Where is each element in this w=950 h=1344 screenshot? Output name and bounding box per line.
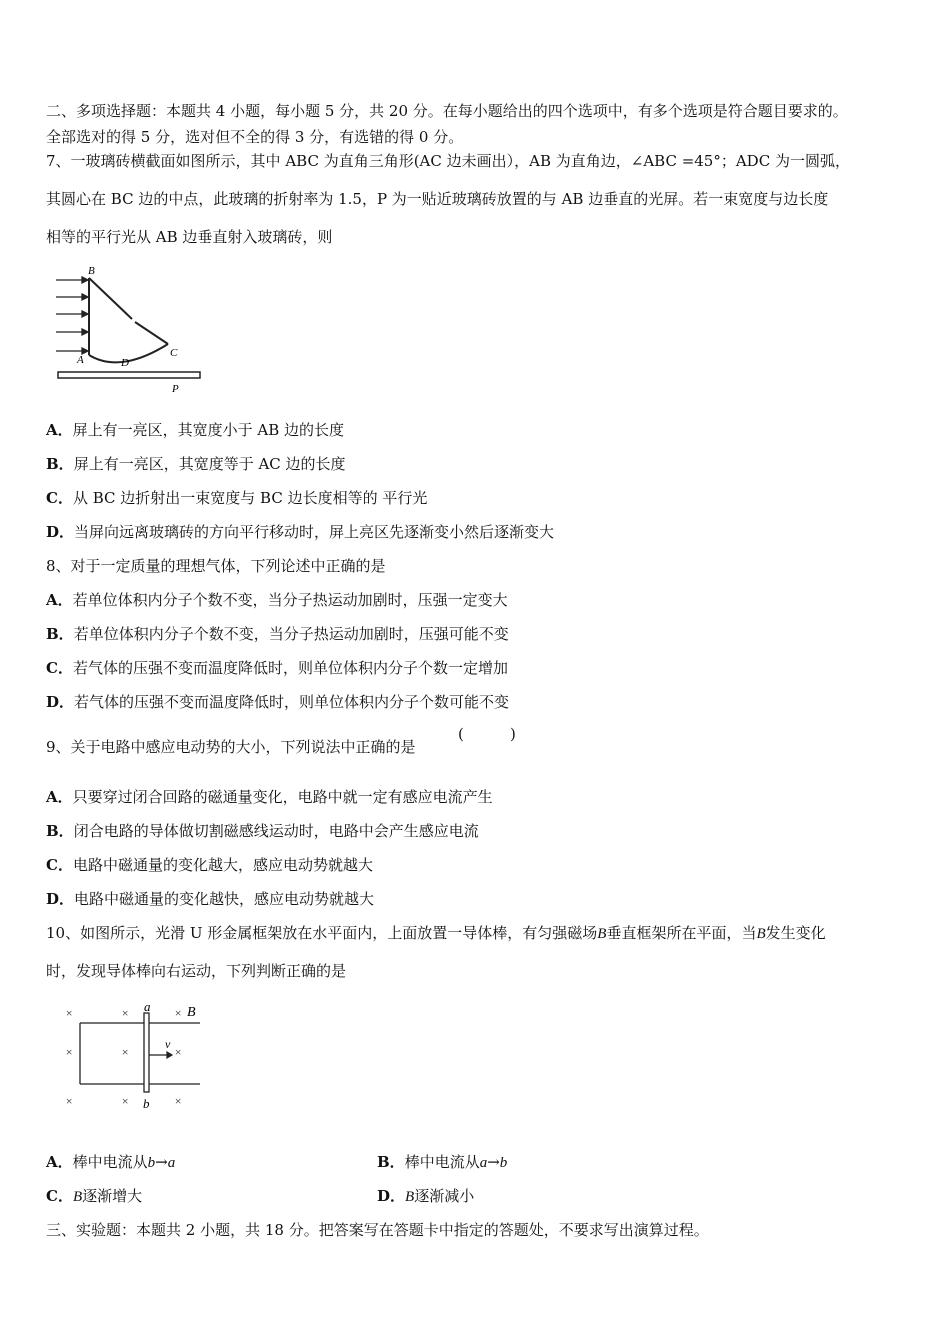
q10-stem-line2: 时，发现导体棒向右运动，下列判断正确的是: [46, 962, 347, 980]
svg-text:×: ×: [174, 1006, 183, 1020]
q8-option-c: C．若气体的压强不变而温度降低时，则单位体积内分子个数一定增加: [46, 659, 508, 677]
q9-option-b: B．闭合电路的导体做切割磁感线运动时，电路中会产生感应电流: [46, 822, 479, 840]
svg-text:×: ×: [65, 1006, 74, 1020]
q7-stem-line1: 7、一玻璃砖横截面如图所示，其中 ABC 为直角三角形(AC 边未画出），AB 为直角边，∠ABC =45°；ADC 为一圆弧，: [46, 152, 850, 170]
q10-field-crosses: [65, 1006, 182, 1108]
q10-option-c: C．B逐渐增大: [46, 1187, 143, 1205]
q10-label-b: b: [143, 1096, 150, 1111]
q10-label-field-b: B: [187, 1005, 196, 1020]
q10-figure: [58, 998, 208, 1113]
q10-conductor-rod: [144, 1013, 149, 1092]
q8-option-a: A．若单位体积内分子个数不变，当分子热运动加剧时，压强一定变大: [46, 591, 508, 609]
q7-label-d: D: [121, 357, 129, 369]
q7-stem-line2: 其圆心在 BC 边的中点，此玻璃的折射率为 1.5，P 为一贴近玻璃砖放置的与 AB 边垂直的光屏。若一束宽度与边长度: [46, 190, 829, 208]
q10-label-a: a: [144, 999, 151, 1014]
q7-option-a: A．屏上有一亮区，其宽度小于 AB 边的长度: [46, 421, 345, 439]
svg-text:×: ×: [65, 1045, 74, 1059]
svg-text:×: ×: [174, 1094, 183, 1108]
svg-text:×: ×: [65, 1094, 74, 1108]
q7-figure: [50, 262, 210, 396]
q10-stem-line1: 10、如图所示，光滑 U 形金属框架放在水平面内，上面放置一导体棒，有匀强磁场B垂直框架所在平面，当B发生变化: [46, 924, 826, 942]
section2-header-line1: 二、多项选择题：本题共 4 小题，每小题 5 分，共 20 分。在每小题给出的四个选项中，有多个选项是符合题目要求的。: [46, 102, 848, 120]
q10-option-b: B．棒中电流从a→b: [377, 1153, 508, 1171]
q10-option-d: D．B逐渐减小: [377, 1187, 475, 1205]
q7-label-c: C: [170, 347, 178, 359]
q9-paren-open: (: [458, 725, 464, 743]
svg-text:×: ×: [121, 1045, 130, 1059]
q9-option-d: D．电路中磁通量的变化越快，感应电动势就越大: [46, 890, 375, 908]
q7-glass-outline: [89, 278, 168, 362]
q9-paren-close: ): [510, 725, 516, 743]
svg-text:×: ×: [174, 1045, 183, 1059]
q9-option-a: A．只要穿过闭合回路的磁通量变化，电路中就一定有感应电流产生: [46, 788, 493, 806]
q7-label-a: A: [77, 354, 84, 366]
q7-stem-line3: 相等的平行光从 AB 边垂直射入玻璃砖，则: [46, 228, 333, 246]
q7-label-p: P: [172, 383, 179, 395]
q10-option-a: A．棒中电流从b→a: [46, 1153, 176, 1171]
q7-option-d: D．当屏向远离玻璃砖的方向平行移动时，屏上亮区先逐渐变小然后逐渐变大: [46, 523, 555, 541]
q10-label-v: v: [165, 1037, 171, 1051]
q7-light-arrows: [56, 277, 88, 354]
q7-screen-p: [58, 372, 200, 378]
svg-text:×: ×: [121, 1094, 130, 1108]
q8-option-b: B．若单位体积内分子个数不变，当分子热运动加剧时，压强可能不变: [46, 625, 509, 643]
section3-header: 三、实验题：本题共 2 小题，共 18 分。把答案写在答题卡中指定的答题处，不要求写出演算过程。: [46, 1221, 709, 1239]
q8-option-d: D．若气体的压强不变而温度降低时，则单位体积内分子个数可能不变: [46, 693, 510, 711]
q7-label-b: B: [88, 265, 95, 277]
q7-option-b: B．屏上有一亮区，其宽度等于 AC 边的长度: [46, 455, 346, 473]
q9-stem: 9、关于电路中感应电动势的大小，下列说法中正确的是: [46, 738, 416, 756]
section2-header-line2: 全部选对的得 5 分，选对但不全的得 3 分，有选错的得 0 分。: [46, 128, 464, 146]
q7-option-c: C．从 BC 边折射出一束宽度与 BC 边长度相等的 平行光: [46, 489, 428, 507]
q9-option-c: C．电路中磁通量的变化越大，感应电动势就越大: [46, 856, 373, 874]
q10-velocity-arrow: [149, 1052, 172, 1058]
q8-stem: 8、对于一定质量的理想气体，下列论述中正确的是: [46, 557, 386, 575]
svg-text:×: ×: [121, 1006, 130, 1020]
